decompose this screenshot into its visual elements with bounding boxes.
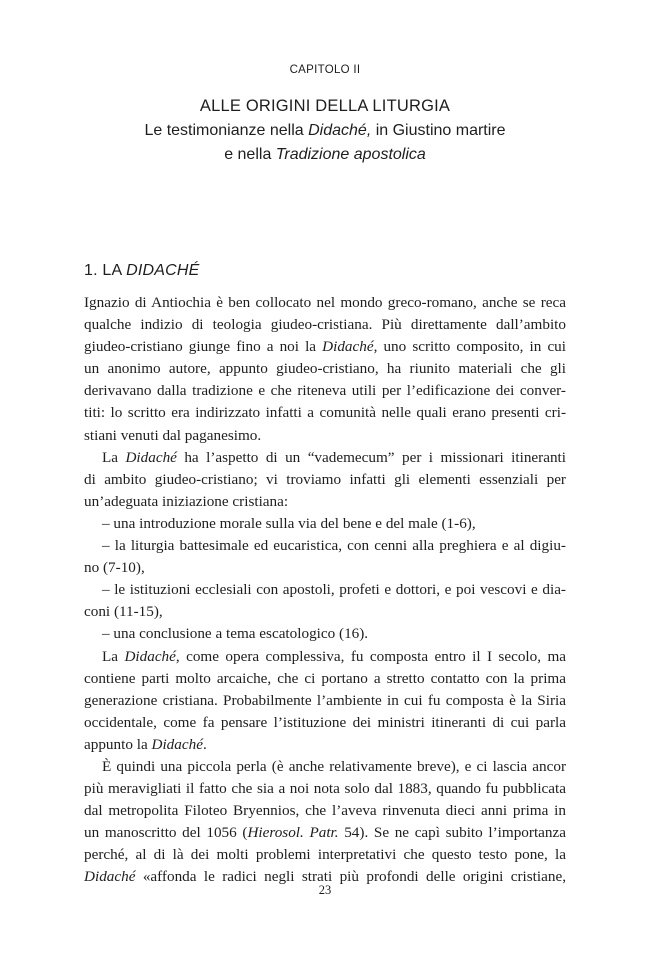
text-line: un anonimo autore, appunto giudeo-cristiano, ha riunito materiali che gli (84, 360, 566, 378)
text-line: La Didaché, come opera complessiva, fu composta entro il I secolo, ma (102, 647, 566, 665)
chapter-subtitle-line-1: Le testimonianze nella Didaché, in Giustino martire (144, 122, 506, 139)
list-item: – la liturgia battesimale ed eucaristica, con cenni alla preghiera e al digiu- (102, 537, 566, 555)
text-line: coni (11-15), (84, 603, 163, 621)
text-line: stiani venuti dal paganesimo. (84, 426, 262, 444)
text-line: Ignazio di Antiochia è ben collocato nel mondo greco-romano, anche se reca (84, 294, 566, 311)
text-line: Didaché «affonda le radici negli strati più profondi delle origini cristiane, (84, 868, 566, 886)
text-line: dal metropolita Filoteo Bryennios, che l’aveva rinvenuta dieci anni prima in (84, 802, 566, 820)
section-heading: 1. LA DIDACHÉ (84, 262, 200, 279)
list-item: – le istituzioni ecclesiali con apostoli, profeti e dottori, e poi vescovi e dia- (102, 581, 566, 599)
text-line: generazione cristiana. Probabilmente l’ambiente in cui fu composta è la Siria (84, 691, 566, 709)
text-line: un manoscritto del 1056 (Hierosol. Patr. 54). Se ne capì subito l’importanza (84, 824, 566, 842)
text-line: giudeo-cristiano giunge fino a noi la Didaché, uno scritto composito, in cui (84, 338, 566, 356)
list-item: – una introduzione morale sulla via del bene e del male (1-6), (102, 514, 476, 532)
text-line: perché, al di là dei molti problemi interpretativi che questo testo pone, la (84, 846, 566, 864)
page-number: 23 (318, 883, 332, 897)
text-line: È quindi una piccola perla (è anche relativamente breve), e ci lascia ancor (102, 757, 566, 775)
text-line: qualche indizio di teologia giudeo-cristiana. Più direttamente dall’ambito (84, 316, 566, 334)
text-line: derivavano dalla tradizione e che riteneva utili per l’edificazione dei conver- (84, 382, 566, 400)
body-text (84, 292, 566, 889)
list-item: – una conclusione a tema escatologico (16). (102, 625, 369, 643)
text-line: titi: lo scritto era indirizzato infatti a comunità nelle quali erano presenti cri- (84, 404, 566, 422)
text-line: più meravigliati il fatto che sia a noi nota solo dal 1883, quando fu pubblicata (84, 780, 566, 798)
text-line: di ambito giudeo-cristiano; vi troviamo infatti gli elementi essenziali per (84, 470, 566, 488)
text-line: occidentale, come fa pensare l’istituzione dei ministri itineranti di cui parla (84, 713, 566, 731)
text-line: un’adeguata iniziazione cristiana: (84, 492, 289, 510)
chapter-title: ALLE ORIGINI DELLA LITURGIA (199, 97, 451, 115)
text-line: no (7-10), (84, 559, 145, 577)
chapter-label: CAPITOLO II (289, 64, 361, 76)
text-line: La Didaché ha l’aspetto di un “vademecum” per i missionari itineranti (102, 448, 566, 466)
chapter-subtitle-line-2: e nella Tradizione apostolica (224, 146, 426, 163)
text-line: contiene parti molto arcaiche, che ci portano a stretto contatto con la prima (84, 669, 566, 687)
text-line: appunto la Didaché. (84, 735, 207, 753)
